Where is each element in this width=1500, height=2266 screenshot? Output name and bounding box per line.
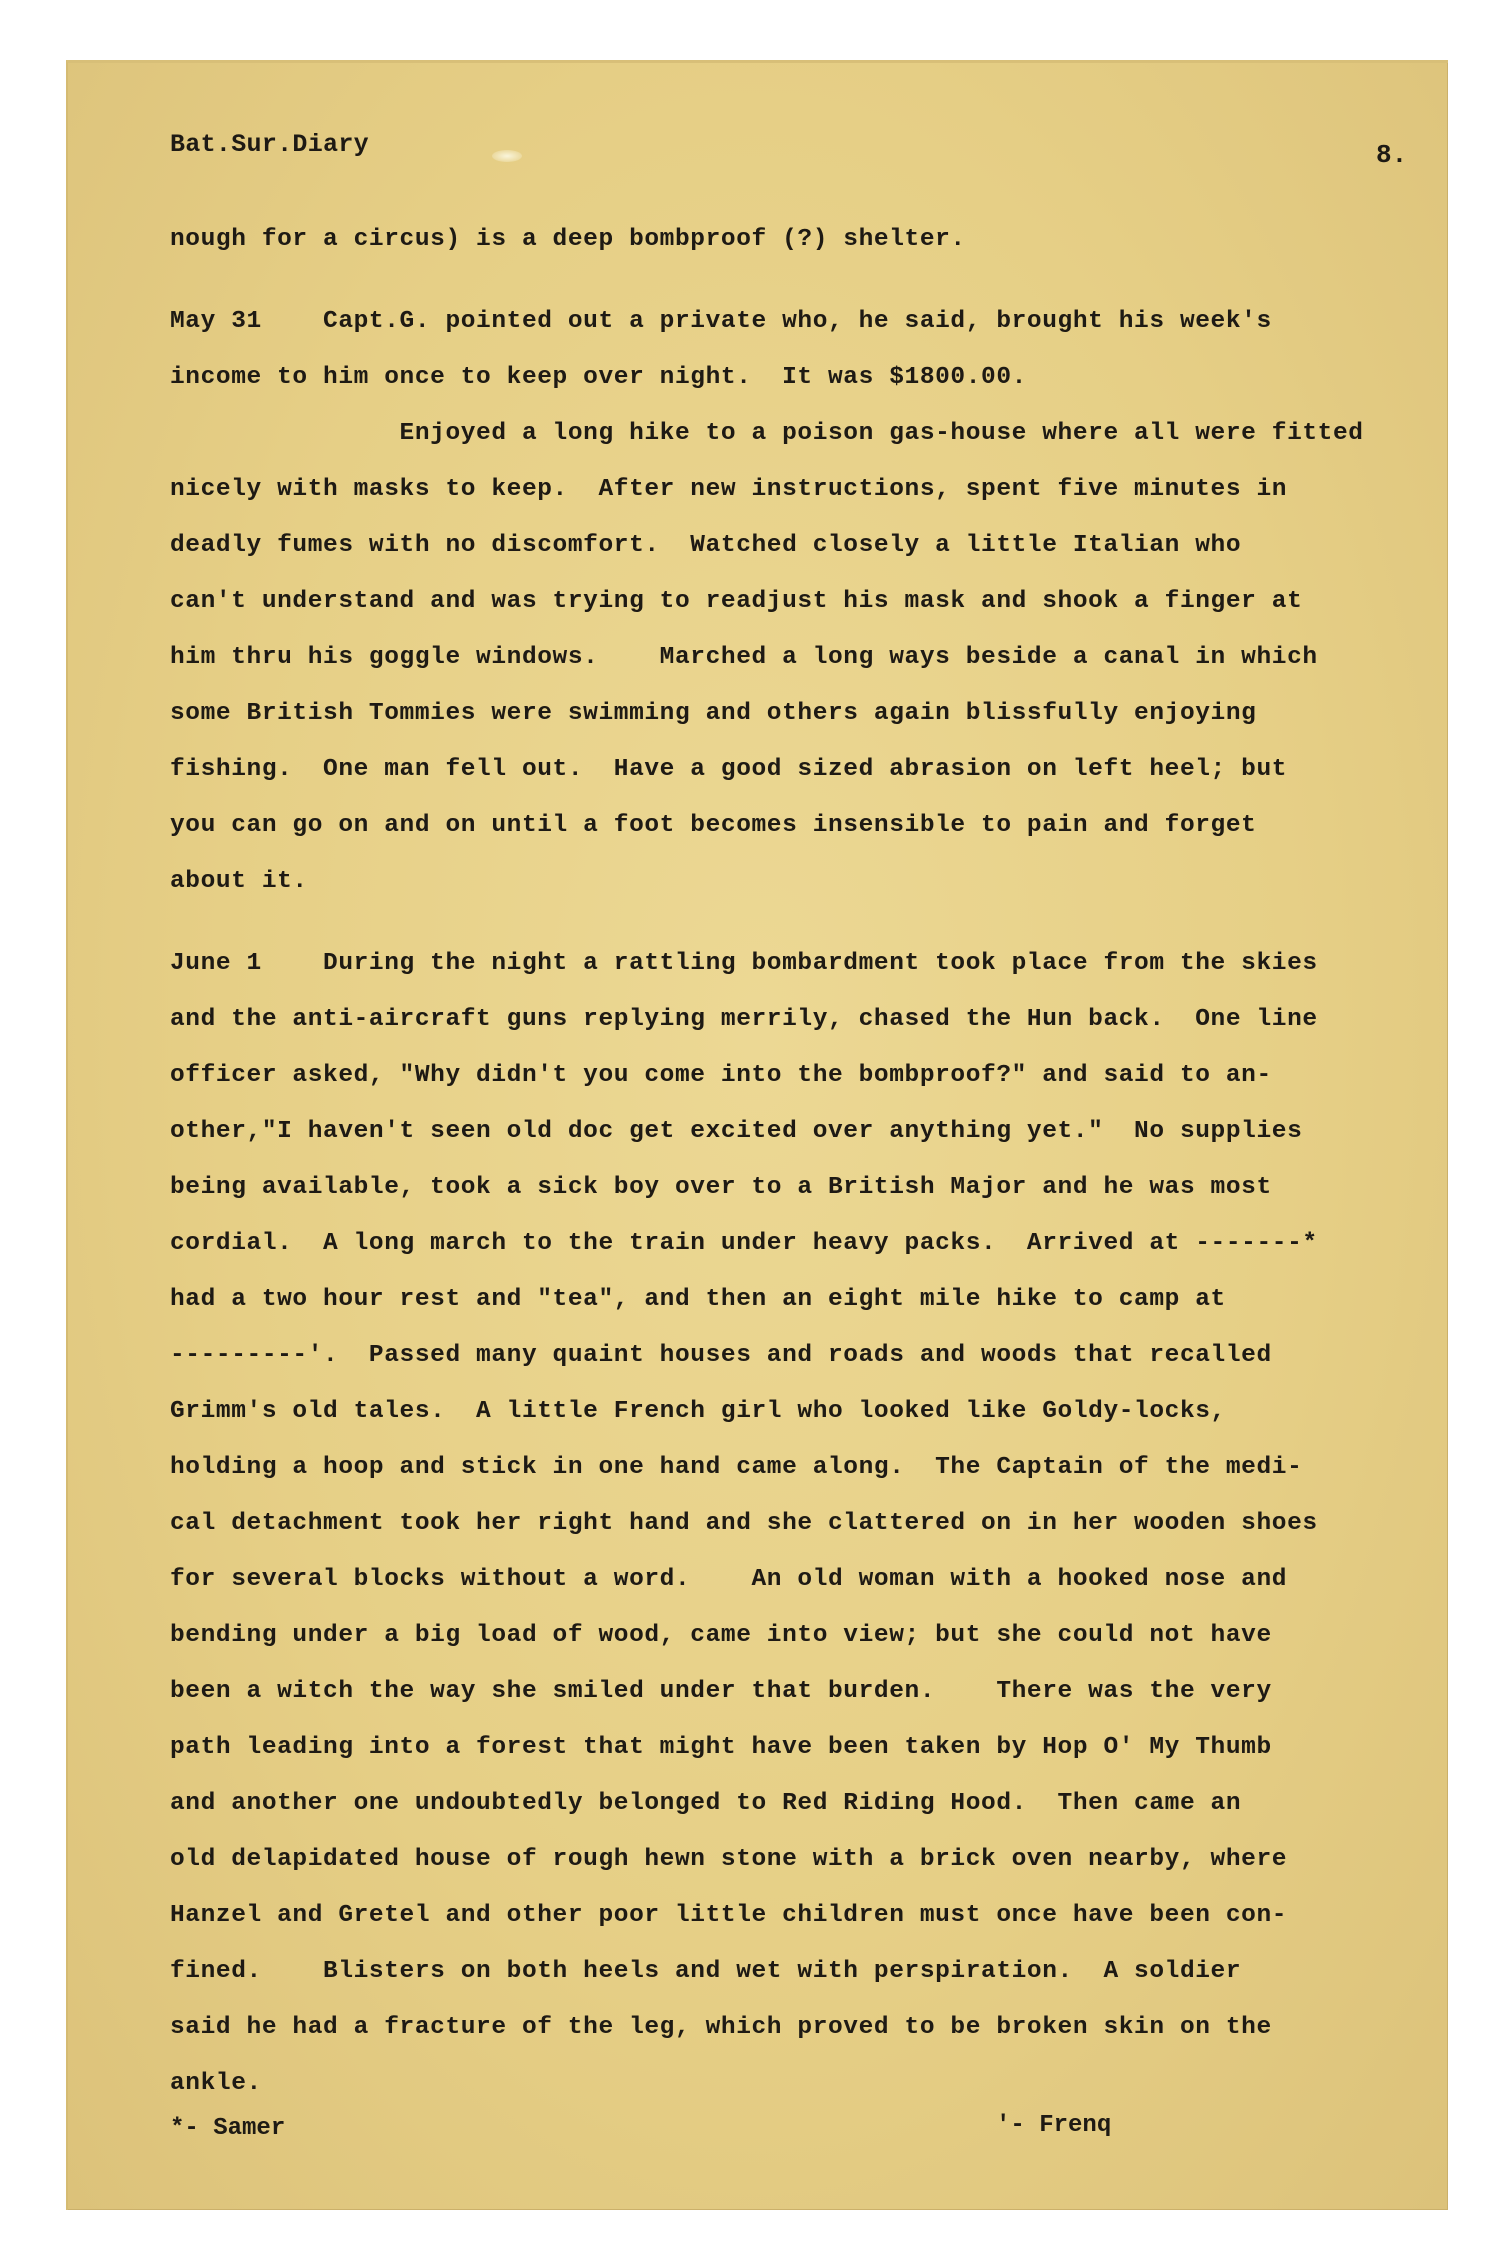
text-line: other,"I haven't seen old doc get excited over anything yet." No supplies <box>170 1118 1303 1145</box>
text-line: ---------'. Passed many quaint houses and roads and woods that recalled <box>170 1342 1272 1369</box>
text-line: some British Tommies were swimming and others again blissfully enjoying <box>170 700 1257 727</box>
text-line: and another one undoubtedly belonged to Red Riding Hood. Then came an <box>170 1790 1242 1817</box>
text-line: Hanzel and Gretel and other poor little children must once have been con- <box>170 1902 1288 1929</box>
text-line: nicely with masks to keep. After new instructions, spent five minutes in <box>170 476 1288 503</box>
text-line: holding a hoop and stick in one hand came along. The Captain of the medi- <box>170 1454 1303 1481</box>
paragraph-gap <box>170 910 1410 936</box>
text-line: Grimm's old tales. A little French girl who looked like Goldy-locks, <box>170 1398 1226 1425</box>
footnote-right: '- Frenq <box>996 2112 1112 2139</box>
paper-smudge <box>492 150 522 162</box>
text-line: and the anti-aircraft guns replying merrily, chased the Hun back. One line <box>170 1006 1318 1033</box>
text-line: fishing. One man fell out. Have a good sized abrasion on left heel; but <box>170 756 1288 783</box>
text-line: income to him once to keep over night. It was $1800.00. <box>170 364 1027 391</box>
text-line: fined. Blisters on both heels and wet with perspiration. A soldier <box>170 1958 1242 1985</box>
text-line: deadly fumes with no discomfort. Watched closely a little Italian who <box>170 532 1242 559</box>
text-line: can't understand and was trying to readjust his mask and shook a finger at <box>170 588 1303 615</box>
text-line: May 31 Capt.G. pointed out a private who, he said, brought his week's <box>170 308 1272 335</box>
text-line: June 1 During the night a rattling bombardment took place from the skies <box>170 950 1318 977</box>
text-line: cal detachment took her right hand and she clattered on in her wooden shoes <box>170 1510 1318 1537</box>
text-line: for several blocks without a word. An old woman with a hooked nose and <box>170 1566 1288 1593</box>
text-line: said he had a fracture of the leg, which proved to be broken skin on the <box>170 2014 1272 2041</box>
text-line: you can go on and on until a foot becomes insensible to pain and forget <box>170 812 1257 839</box>
text-line: bending under a big load of wood, came into view; but she could not have <box>170 1622 1272 1649</box>
footnote-left: *- Samer <box>170 2115 286 2142</box>
text-line: cordial. A long march to the train under heavy packs. Arrived at -------* <box>170 1230 1318 1257</box>
text-line: him thru his goggle windows. Marched a long ways beside a canal in which <box>170 644 1318 671</box>
text-line: path leading into a forest that might have been taken by Hop O' My Thumb <box>170 1734 1272 1761</box>
text-line: about it. <box>170 868 308 895</box>
page-number: 8. <box>1376 140 1408 170</box>
text-line: officer asked, "Why didn't you come into the bombproof?" and said to an- <box>170 1062 1272 1089</box>
text-line: being available, took a sick boy over to a British Major and he was most <box>170 1174 1272 1201</box>
text-line: nough for a circus) is a deep bombproof (?) shelter. <box>170 226 966 253</box>
diary-body <box>170 212 1410 2112</box>
text-line: been a witch the way she smiled under that burden. There was the very <box>170 1678 1272 1705</box>
paragraph-gap <box>170 268 1410 294</box>
text-line: ankle. <box>170 2070 262 2097</box>
document-title: Bat.Sur.Diary <box>170 130 369 159</box>
text-line: old delapidated house of rough hewn stone with a brick oven nearby, where <box>170 1846 1288 1873</box>
text-line: had a two hour rest and "tea", and then an eight mile hike to camp at <box>170 1286 1226 1313</box>
text-line: Enjoyed a long hike to a poison gas-house where all were fitted <box>170 420 1364 447</box>
